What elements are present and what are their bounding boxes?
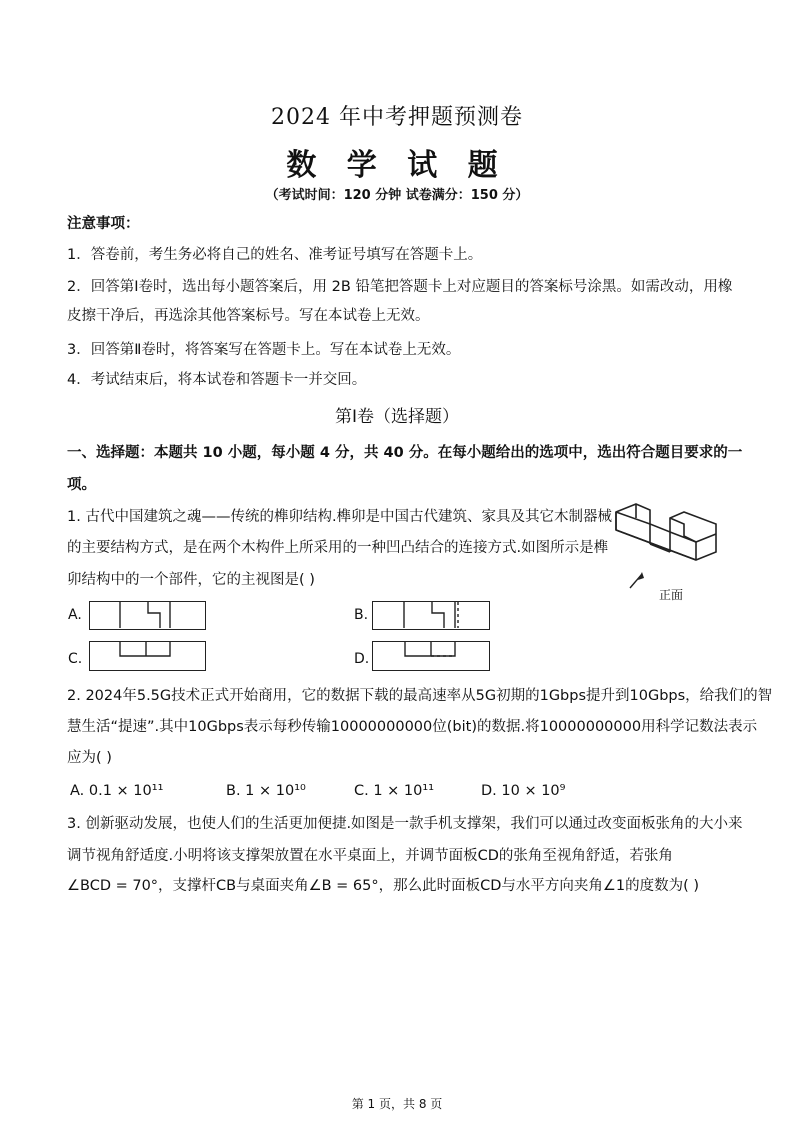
section-title: 第Ⅰ卷（选择题） [334, 407, 459, 427]
option-d-figure [372, 641, 490, 671]
notice-item: 2．回答第Ⅰ卷时，选出每小题答案后，用 2B 铅笔把答题卡上对应题目的答案标号涂黑。如需改动，用橡 [67, 279, 733, 295]
notice-title: 注意事项： [67, 216, 140, 232]
q2-text: 2. 2024年5.5G技术正式开始商用，它的数据下载的最高速率从5G初期的1Gbps提升到10Gbps，给我们的智 [67, 688, 773, 704]
q2-option-b: B. 1 × 10¹⁰ [226, 783, 306, 799]
notice-item: 1．答卷前，考生务必将自己的姓名、准考证号填写在答题卡上。 [67, 247, 483, 263]
exam-title: 2024 年中考押题预测卷 [271, 105, 523, 130]
q3-text: 3. 创新驱动发展，也使人们的生活更加便捷.如图是一款手机支撑架，我们可以通过改变面板张角的大小来 [67, 816, 743, 832]
q2-text: 慧生活“提速”.其中10Gbps表示每秒传输10000000000位(bit)的数据.将10000000000用科学记数法表示 [67, 719, 758, 735]
option-b-figure [372, 601, 490, 630]
exam-meta: （考试时间：120 分钟 试卷满分：150 分） [265, 188, 529, 203]
q2-option-d: D. 10 × 10⁹ [481, 783, 566, 799]
option-c-label: C. [68, 651, 83, 667]
option-a-label: A. [68, 607, 82, 623]
q2-option-a: A. 0.1 × 10¹¹ [70, 783, 164, 799]
q3-text: ∠BCD = 70°，支撑杆CB与桌面夹角∠B = 65°，那么此时面板CD与水平方向夹角∠1的度数为( ) [67, 878, 700, 894]
q3-text: 调节视角舒适度.小明将该支撑架放置在水平桌面上，并调节面板CD的张角至视角舒适，若张角 [67, 848, 673, 864]
notice-item: 3．回答第Ⅱ卷时，将答案写在答题卡上。写在本试卷上无效。 [67, 342, 461, 358]
notice-item: 4．考试结束后，将本试卷和答题卡一并交回。 [67, 372, 367, 388]
q1-text: 1. 古代中国建筑之魂——传统的榫卯结构.榫卯是中国古代建筑、家具及其它木制器械 [67, 509, 613, 525]
option-d-label: D. [354, 651, 370, 667]
exam-subtitle: 数 学 试 题 [286, 148, 508, 183]
option-a-figure [89, 601, 206, 630]
q1-text: 的主要结构方式，是在两个木构件上所采用的一种凹凸结合的连接方式.如图所示是榫 [67, 540, 609, 556]
figure-label: 正面 [659, 588, 684, 602]
q2-text: 应为( ) [67, 750, 112, 766]
section-instruction: 一、选择题：本题共 10 小题，每小题 4 分，共 40 分。在每小题给出的选项中，选出符合题目要求的一 [67, 445, 743, 461]
page-footer: 第 1 页，共 8 页 [351, 1097, 443, 1111]
section-instruction: 项。 [67, 477, 96, 493]
option-c-figure [89, 641, 206, 671]
option-b-label: B. [354, 607, 369, 623]
q1-text: 卯结构中的一个部件，它的主视图是( ) [67, 572, 315, 588]
q2-option-c: C. 1 × 10¹¹ [354, 783, 435, 799]
notice-item: 皮擦干净后，再选涂其他答案标号。写在本试卷上无效。 [67, 308, 430, 324]
